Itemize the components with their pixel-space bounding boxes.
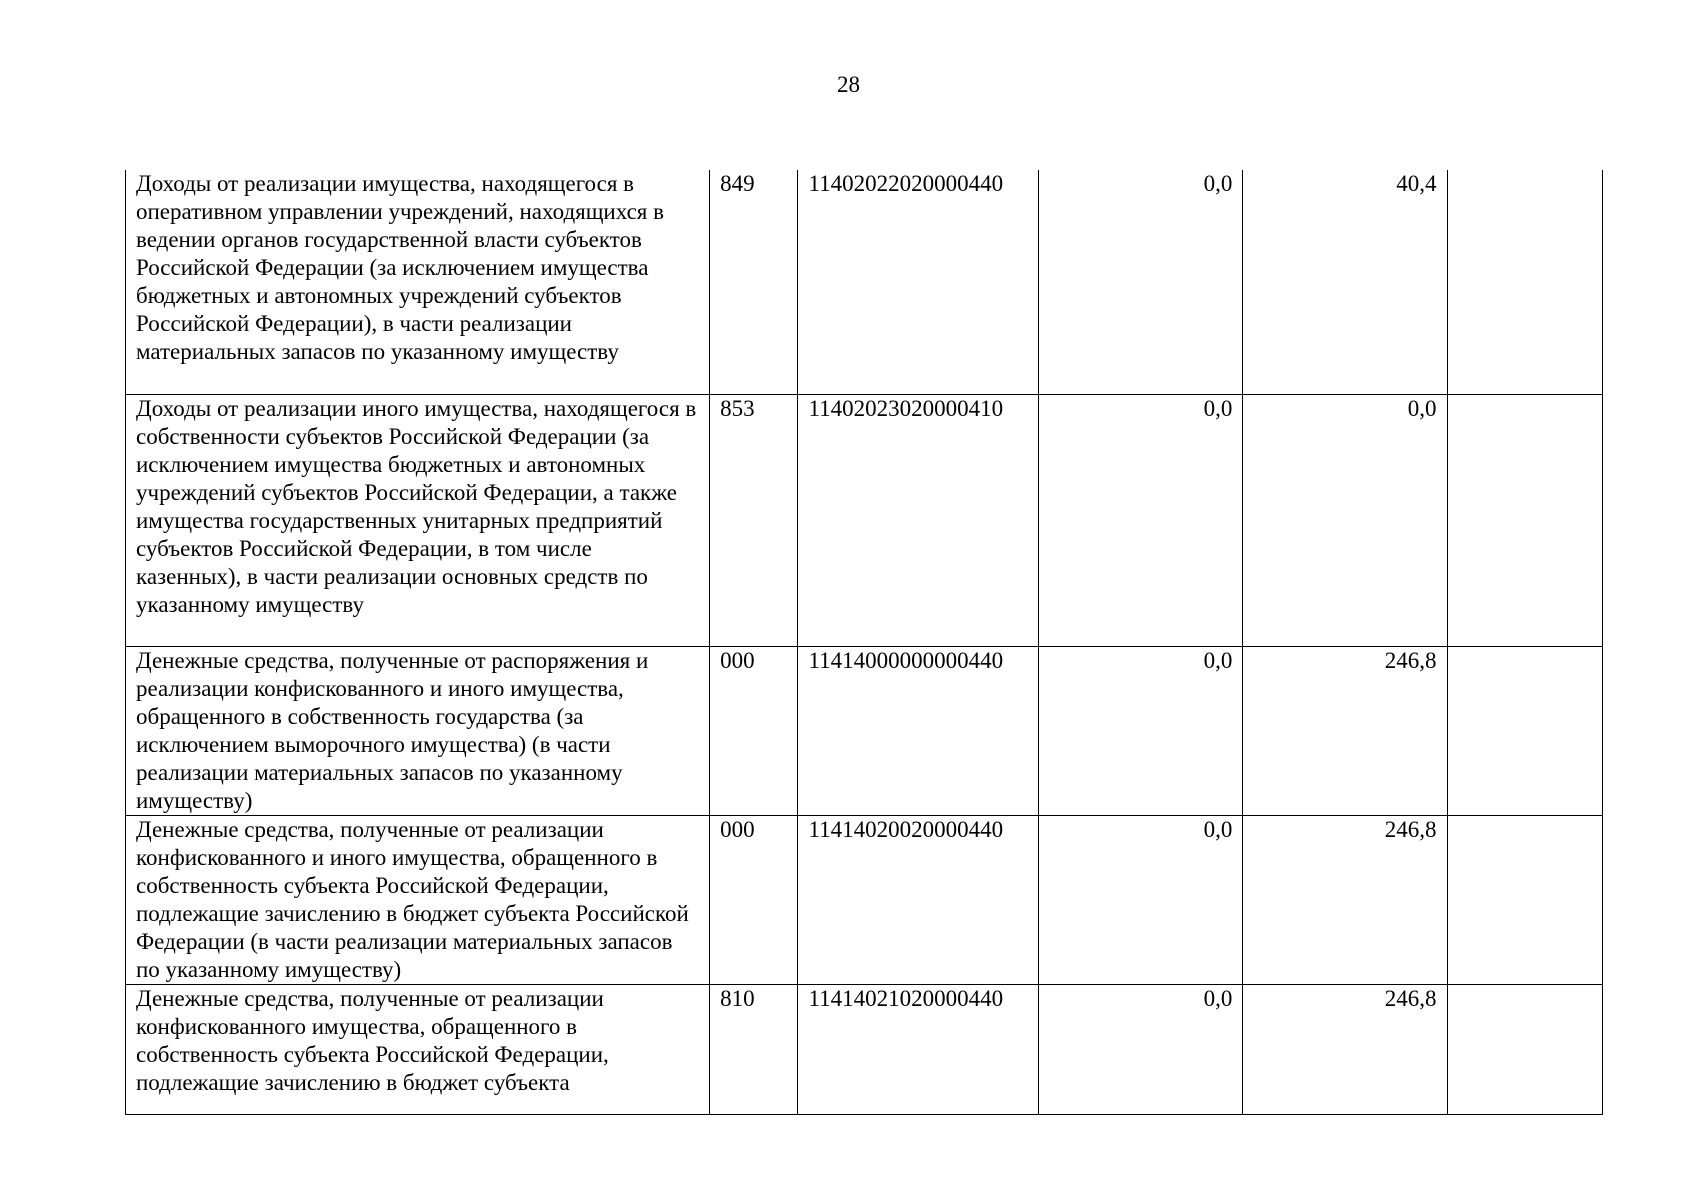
value-cell	[1447, 815, 1602, 984]
value-cell: 246,8	[1243, 815, 1447, 984]
value-cell: 0,0	[1039, 170, 1243, 394]
table-row	[126, 170, 1603, 394]
description-cell: Денежные средства, полученные от реализации конфискованного и иного имущества, обращенного в собственность субъекта Российской Федерации, подлежащие зачислению в бюджет субъекта Российской Федерации (в части реализации материальных запасов по указанному имуществу)	[126, 815, 710, 984]
kbk-code-cell: 11414000000000440	[798, 646, 1039, 815]
value-cell: 0,0	[1039, 646, 1243, 815]
table-row	[126, 815, 1603, 984]
table-row	[126, 646, 1603, 815]
value-cell: 0,0	[1039, 394, 1243, 646]
value-cell	[1447, 394, 1602, 646]
admin-code-cell: 849	[710, 170, 798, 394]
value-cell	[1447, 170, 1602, 394]
table-row	[126, 984, 1603, 1114]
value-cell	[1447, 984, 1602, 1114]
value-cell: 0,0	[1243, 394, 1447, 646]
kbk-code-cell: 11402023020000410	[798, 394, 1039, 646]
value-cell: 0,0	[1039, 815, 1243, 984]
value-cell: 40,4	[1243, 170, 1447, 394]
description-cell: Денежные средства, полученные от реализации конфискованного имущества, обращенного в собственность субъекта Российской Федерации, подлежащие зачислению в бюджет субъекта	[126, 984, 710, 1114]
admin-code-cell: 853	[710, 394, 798, 646]
value-cell: 0,0	[1039, 984, 1243, 1114]
description-cell: Доходы от реализации имущества, находящегося в оперативном управлении учреждений, находящихся в ведении органов государственной власти субъектов Российской Федерации (за исключением имущества бюджетных и автономных учреждений субъектов Российской Федерации), в части реализации материальных запасов по указанному имуществу	[126, 170, 710, 394]
description-cell: Доходы от реализации иного имущества, находящегося в собственности субъектов Российской Федерации (за исключением имущества бюджетных и автономных учреждений субъектов Российской Федерации, а также имущества государственных унитарных предприятий субъектов Российской Федерации, в том числе казенных), в части реализации основных средств по указанному имуществу	[126, 394, 710, 646]
admin-code-cell: 000	[710, 646, 798, 815]
admin-code-cell: 000	[710, 815, 798, 984]
page-number: 28	[837, 72, 860, 97]
value-cell	[1447, 646, 1602, 815]
admin-code-cell: 810	[710, 984, 798, 1114]
value-cell: 246,8	[1243, 984, 1447, 1114]
table-row	[126, 394, 1603, 646]
value-cell: 246,8	[1243, 646, 1447, 815]
revenue-table	[125, 170, 1603, 1115]
kbk-code-cell: 11414020020000440	[798, 815, 1039, 984]
kbk-code-cell: 11402022020000440	[798, 170, 1039, 394]
description-cell: Денежные средства, полученные от распоряжения и реализации конфискованного и иного имущества, обращенного в собственность государства (за исключением выморочного имущества) (в части реализации материальных запасов по указанному имуществу)	[126, 646, 710, 815]
kbk-code-cell: 11414021020000440	[798, 984, 1039, 1114]
